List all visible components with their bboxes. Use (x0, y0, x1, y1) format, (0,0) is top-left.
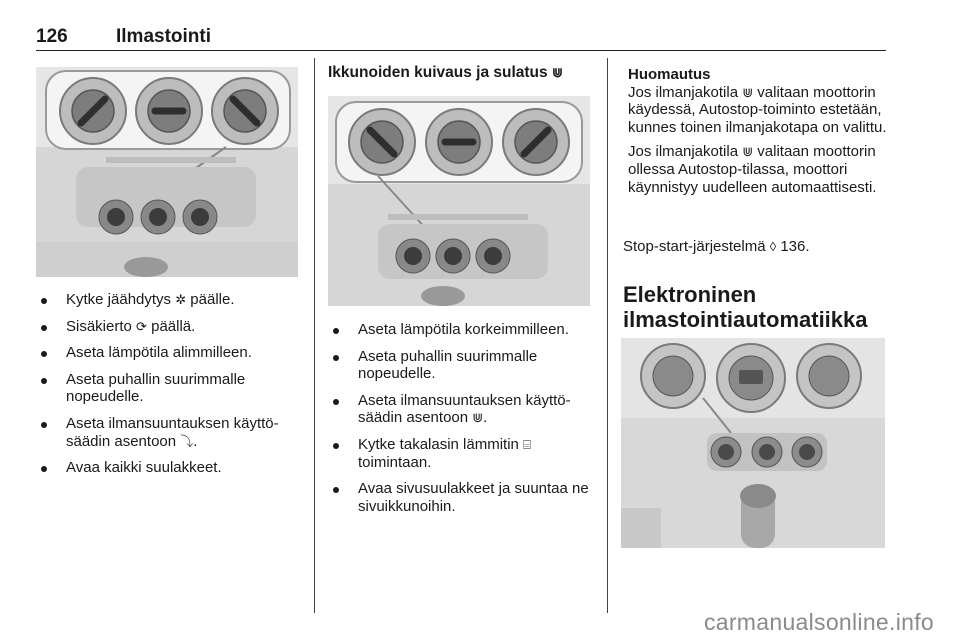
windscreen-defrost-icon: ⋓ (551, 65, 563, 80)
figure-electronic-climate-controls (621, 338, 885, 548)
list-item: Aseta lämpötila alimmilleen. (36, 344, 301, 362)
page-number: 126 (36, 26, 68, 47)
page-title: Ilmastointi (116, 26, 212, 47)
section-title-defrost: Ikkunoiden kuivaus ja sulatus ⋓ (328, 64, 563, 81)
list-item: Aseta ilmansuuntauksen käyttösäädin asentoon ⤵. (36, 415, 301, 450)
page-header (36, 26, 886, 51)
figure-climate-controls-2 (328, 96, 590, 306)
figure-climate-controls-1 (36, 67, 298, 277)
note-paragraph-2: Jos ilmanjakotila ⋓ valitaan moottorin ollessa Autostop-tilassa, moottori käynnistyy uudelleen automaattisesti. (628, 143, 877, 196)
stop-start-reference[interactable]: Stop-start-järjestelmä ◊ 136. (623, 238, 810, 255)
note-heading: Huomautus (628, 66, 711, 83)
bullet-dot (41, 466, 47, 472)
section-heading-electronic-climate: Elektroninen ilmastointiautomatiikka (623, 282, 868, 332)
windscreen-defrost-icon: ⋓ (472, 410, 484, 426)
list-item: Avaa kaikki suulakkeet. (36, 459, 301, 477)
windscreen-defrost-icon: ⋓ (742, 84, 754, 100)
list-item: Aseta puhallin suurimmalle nopeudelle. (36, 371, 301, 406)
list-item: Kytke takalasin lämmitin ⌸ toimintaan. (328, 436, 593, 471)
col1-bullet-list (36, 291, 301, 486)
bullet-dot (333, 399, 339, 405)
bullet-dot (41, 378, 47, 384)
column-divider-1 (314, 58, 315, 613)
note-paragraph-1: Jos ilmanjakotila ⋓ valitaan moottorin käydessä, Autostop-toiminto estetään, kunnes toinen ilmanjakotapa on valittu. (628, 83, 887, 136)
watermark: carmanualsonline.info (703, 609, 934, 635)
recirculation-icon: ⟳ (136, 318, 147, 334)
list-item: Sisäkierto ⟳ päällä. (36, 318, 301, 336)
bullet-dot (41, 325, 47, 331)
list-item: Avaa sivusuulakkeet ja suuntaa ne sivuikkunoihin. (328, 480, 593, 515)
col2-bullet-list (328, 321, 593, 524)
list-item: Kytke jäähdytys ✲ päälle. (36, 291, 301, 309)
list-item: Aseta puhallin suurimmalle nopeudelle. (328, 348, 593, 383)
rear-window-heating-icon: ⌸ (523, 436, 531, 452)
air-distribution-icon: ⤵ (180, 433, 194, 449)
bullet-dot (41, 298, 47, 304)
note-box (628, 66, 890, 203)
bullet-dot (333, 328, 339, 334)
bullet-dot (333, 443, 339, 449)
bullet-dot (41, 351, 47, 357)
list-item: Aseta lämpötila korkeimmilleen. (328, 321, 593, 339)
column-divider-2 (607, 58, 608, 613)
snowflake-icon: ✲ (175, 292, 187, 307)
bullet-dot (41, 422, 47, 428)
bullet-dot (333, 487, 339, 493)
windscreen-defrost-icon: ⋓ (742, 144, 754, 160)
page-reference-icon: ◊ (769, 239, 777, 254)
bullet-dot (333, 355, 339, 361)
list-item: Aseta ilmansuuntauksen käyttösäädin asentoon ⋓. (328, 392, 593, 427)
